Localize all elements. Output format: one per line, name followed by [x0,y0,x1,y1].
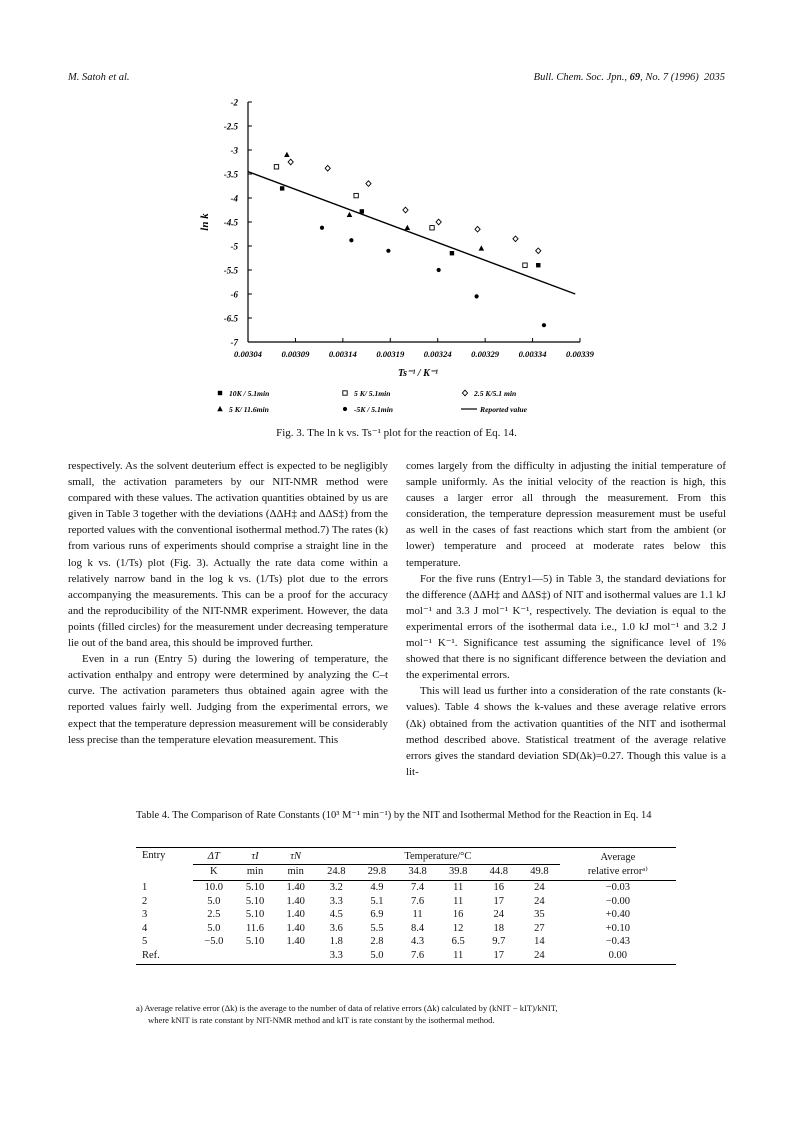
table-cell: 27 [534,922,545,934]
table-footnote: a) Average relative error (Δk) is the average to the number of data of relative errors (Δk) calculated by (kNIT − kIT)/kNIT, where kNIT is rate constant by NIT-NMR method and kIT is rate constant by the isothermal method. [136,1003,558,1025]
table-cell: 5.1 [370,895,384,907]
table-cell: −5.0 [204,936,224,948]
table-cell: 7.6 [397,949,438,965]
y-tick-label: -4 [230,193,238,204]
table-cell: 5.10 [245,936,265,948]
table-header: 39.8 [438,864,479,881]
x-tick-label: 0.00339 [566,349,594,359]
table-cell: 1.40 [286,895,305,907]
table-cell: 1.8 [329,936,343,948]
table-cell: 11 [453,882,464,894]
x-tick-label: 0.00309 [281,349,310,359]
table-cell: 11 [453,895,464,907]
y-tick-label: -6 [230,289,238,300]
table-cell: 11 [412,909,423,921]
table-cell: 2.8 [370,936,384,948]
table-cell: 5.10 [245,895,265,907]
table-cell: 11.6 [246,922,265,934]
table-row [136,935,676,949]
page-header [68,72,725,88]
data-point [475,226,480,232]
figure-caption: Fig. 3. The ln k vs. Ts⁻¹ plot for the reaction of Eq. 14. [276,427,517,439]
data-point [536,263,540,267]
data-point [325,165,330,171]
data-point [320,226,324,230]
data-point [542,323,546,327]
table-cell: 16 [452,909,464,921]
data-point [536,248,541,254]
y-tick-label: -4.5 [223,217,238,228]
table-4 [136,847,676,965]
table-cell: 3.3 [329,895,343,907]
data-point [366,181,371,187]
table-cell: −0.43 [605,936,631,948]
data-point [436,219,441,225]
table-cell: 5.5 [370,922,384,934]
x-axis-label: Ts⁻¹ / K⁻¹ [397,368,439,379]
paragraph: This will lead us further into a consideration of the rate constants (k-values). Table 4 shows the k-values and these average relative errors (Δk) obtained from the activation quantities of the NIT and isothermal method described above. Statistical treatment of the average relative errors gives the standard deviation SD(Δk)=0.27. Though this value is a lit- [406,685,726,778]
y-tick-label: -5.5 [223,265,238,276]
table-cell: −0.00 [605,895,631,907]
x-tick-label: 0.00324 [423,349,452,359]
x-tick-label: 0.00319 [376,349,405,359]
data-point [347,212,353,217]
data-point [405,225,411,230]
table-row [136,895,676,909]
legend-marker [343,407,347,411]
data-point [475,294,479,298]
legend-marker [462,390,467,396]
data-point [280,186,284,190]
paragraph: Even in a run (Entry 5) during the lowering of temperature, the activation enthalpy and entropy were determined by analyzing the C–t curve. The activation parameters thus obtained again agree with the reported values fairly well. Judging from the experimental errors, we expect that the temperature depression measurement will be considerably less precise than the temperature elevation measurement. This [68,653,388,746]
table-cell: +0.40 [605,909,631,921]
x-tick-label: 0.00329 [471,349,500,359]
table-header: Temperature/°C [316,848,560,865]
table-cell: 5.0 [357,949,398,965]
page-number: 2035 [704,72,725,83]
table-header: 49.8 [519,864,560,881]
legend-marker [217,406,223,411]
data-point [284,152,290,157]
running-head-authors: M. Satoh et al. [68,72,130,83]
legend-label: 10K / 5.1min [229,389,270,398]
data-point [288,159,293,165]
table-header: 29.8 [357,864,398,881]
legend-label: 5 K/ 11.6min [229,405,269,414]
y-axis-label: ln k [199,213,211,231]
table-cell: 16 [493,882,505,894]
legend-label: Reported value [480,405,528,414]
data-point [479,245,485,250]
left-column [68,458,388,748]
table-cell: 35 [534,909,545,921]
table-header: min [235,864,276,881]
x-tick-label: 0.00314 [328,349,357,359]
legend-label: 2.5 K/5.1 min [474,389,517,398]
table-cell: 2.5 [207,909,221,921]
table-cell [275,949,316,965]
table-cell: 4 [142,922,148,934]
paragraph: comes largely from the difficulty in adjusting the initial temperature of sample uniformly. As the initial velocity of the reaction is high, this causes a larger error all through the measurement. From this consideration, the temperature depression measurement must be useful as well in the cases of fast reactions which start from the ambient (or lower) temperature and proceed at moderate rates below this temperature. [406,460,726,569]
table-cell: 5.0 [207,895,221,907]
y-tick-label: -2.5 [223,121,238,132]
table-cell: 11 [438,949,479,965]
table-cell: 3.2 [329,882,343,894]
table-header: 34.8 [397,864,438,881]
table-row [136,881,676,895]
table-cell: 7.4 [410,882,425,894]
table-cell: 3 [142,909,148,921]
data-point [430,226,434,230]
table-cell: 1.40 [286,909,305,921]
table-cell: 6.5 [451,936,465,948]
data-point [349,238,353,242]
table-cell: 5.10 [245,909,265,921]
y-tick-label: -2 [230,97,238,108]
legend-marker [218,391,222,395]
table-header: 44.8 [478,864,519,881]
table-cell: 17 [493,895,505,907]
table-cell: 7.6 [410,895,425,907]
table-cell: 18 [493,922,505,934]
table-cell [235,949,276,965]
table-cell: 4.5 [329,909,343,921]
table-4-caption: Table 4. The Comparison of Rate Constants (10³ M⁻¹ min⁻¹) by the NIT and Isothermal Method for the Reaction in Eq. 14 [136,810,652,821]
table-header: 24.8 [316,864,357,881]
table-row [136,949,676,965]
running-head-journal: Bull. Chem. Soc. Jpn., 69, No. 7 (1996) 2035 [533,72,725,83]
table-header: Average [560,848,676,865]
table-cell: 24 [534,882,545,894]
legend-marker [343,391,347,395]
table-row [136,922,676,936]
paragraph: For the five runs (Entry1—5) in Table 3, the standard deviations for the difference (ΔΔH‡ and ΔΔS‡) of NIT and isothermal values are 1.1 kJ mol⁻¹ and 3.3 J mol⁻¹ K⁻¹, respectively. The deviation is equal to the experimental errors of the isothermal data i.e., 1.0 kJ mol⁻¹ and 3.2 J mol⁻¹ K⁻¹. Significance test assuming the significance level of 1% showed that there is no significant difference between the deviation and the experimental errors. [406,572,726,682]
table-cell: 12 [452,922,464,934]
legend-label: 5 K/ 5.1min [354,389,391,398]
table-cell: 2 [142,895,148,907]
table-cell: 10.0 [204,882,223,894]
table-cell: 3.3 [316,949,357,965]
table-cell: 8.4 [410,922,425,934]
table-cell: 4.9 [370,882,384,894]
table-header: K [193,864,235,881]
table-cell: 3.6 [329,922,343,934]
table-cell: 4.3 [410,936,425,948]
table-cell: 0.00 [560,949,676,965]
table-cell: 1.40 [286,922,305,934]
figure-3-plot [180,90,620,420]
reported-value-line [248,172,575,294]
y-tick-label: -6.5 [223,313,238,324]
x-tick-label: 0.00334 [518,349,547,359]
y-tick-label: -3 [230,145,238,156]
table-header: τN [275,848,316,865]
table-header: min [275,864,316,881]
table-cell: +0.10 [605,922,631,934]
table-cell: 24 [493,909,505,921]
table-cell [193,949,235,965]
right-column [406,458,726,780]
table-header: relative errorᵃ⁾ [560,864,676,881]
table-cell: 24 [534,895,545,907]
table-cell: −0.03 [605,882,631,894]
data-point [354,193,358,197]
table-cell: 9.7 [492,936,506,948]
y-tick-label: -7 [230,337,238,348]
y-tick-label: -3.5 [223,169,238,180]
data-point [403,207,408,213]
table-cell: 1.40 [286,936,305,948]
y-tick-label: -5 [230,241,238,252]
table-cell: 5 [142,936,148,948]
table-cell: 17 [478,949,519,965]
table-header: ΔT [193,848,235,865]
table-cell: 1 [142,882,148,893]
table-cell: 24 [519,949,560,965]
table-cell: 1.40 [286,882,305,894]
data-point [274,165,278,169]
table-cell: Ref. [136,949,193,965]
data-point [450,251,454,255]
table-cell: 6.9 [370,909,384,921]
data-point [437,268,441,272]
table-header: τI [235,848,276,865]
paragraph: respectively. As the solvent deuterium effect is expected to be negligibly small, the activation parameters by our NIT-NMR method were compared with these values. The activation quantities obtained by us are given in Table 3 together with the deviations (ΔΔH‡ and ΔΔS‡) from the reported values with the conventional isothermal method.7) The rates (k) from various runs of experiments should comprise a straight line in the log k vs. (1/Ts) plot (Fig. 3). Actually the rate data come within a relatively narrow band in the log k vs. (1/Ts) plot due to the errors accompanying the measurements. This can be a proof for the accuracy and the reproducibility of the NIT-NMR experiment. However, the data points (filled circles) for the measurement under decreasing temperature lie out of the band area, this should be improved further. [68,460,388,650]
data-point [513,236,518,242]
legend-label: -5K / 5.1min [354,405,394,414]
table-cell: 5.0 [207,922,221,934]
x-tick-label: 0.00304 [234,349,262,359]
data-point [523,263,527,267]
table-header: Entry [136,848,193,881]
data-point [386,249,390,253]
table-cell: 14 [534,936,545,948]
table-cell: 5.10 [245,882,265,894]
table-row [136,908,676,922]
